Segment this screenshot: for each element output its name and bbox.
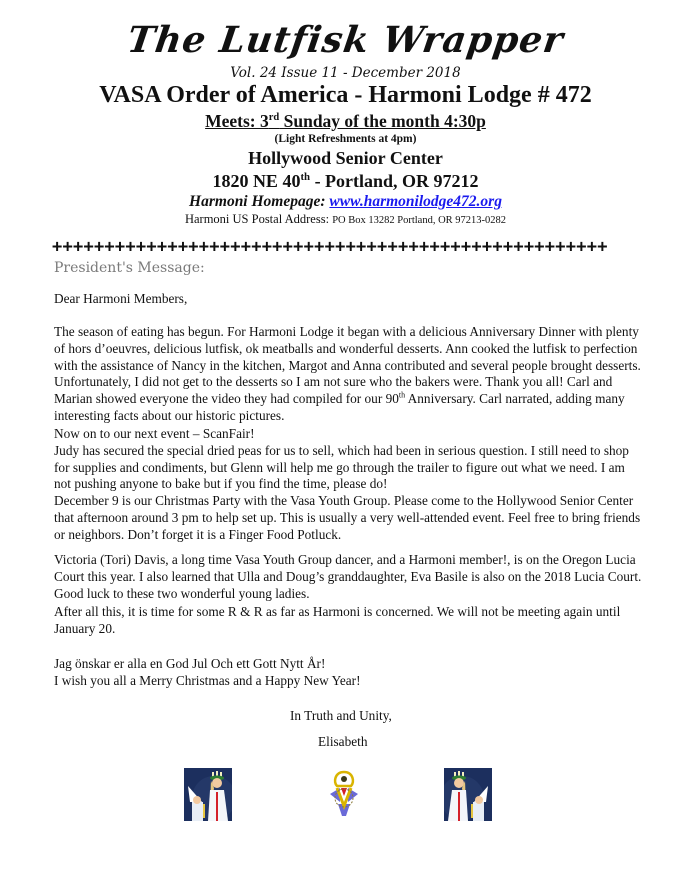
address-ordinal: th (300, 171, 311, 183)
refreshments-note: (Light Refreshments at 4pm) (274, 133, 417, 145)
issue-line: Vol. 24 Issue 11 - December 2018 (230, 65, 461, 81)
para1-ordinal: th (398, 390, 406, 400)
postal-label: Harmoni US Postal Address: (184, 212, 333, 226)
lucia-procession-image (184, 768, 232, 821)
section-heading: President's Message: (54, 260, 205, 276)
event-line: Judy has secured the special dried peas for us to sell, which had been in serious question. I still need to shop for supplies and condiments, but Glenn will help me go through the trailer to figure out what we need. I am not pushing anyone to bake but if you find the time, please do! (54, 442, 629, 492)
meets-prefix: Meets: 3 (205, 111, 269, 131)
meets-ordinal: rd (268, 112, 280, 124)
salutation: Dear Harmoni Members, (54, 291, 188, 306)
greeting-swedish: Jag önskar er alla en God Jul Och ett Gott Nytt År! (54, 656, 326, 671)
homepage-line (0, 192, 691, 212)
address-prefix: 1820 NE 40 (212, 171, 301, 191)
event-line: Now on to our next event – ScanFair! (54, 426, 255, 441)
divider-line: +++++++++++++++++++++++++++++++++++++++++++++++++++++ (52, 237, 608, 257)
newsletter-title: The Lutfisk Wrapper (124, 19, 567, 61)
paragraph-break-notice: After all this, it is time for some R & R as far as Harmoni is concerned. We will not be meeting again until January 20. (54, 604, 621, 636)
venue-address (0, 170, 691, 192)
meets-suffix: Sunday of the month 4:30p (279, 111, 486, 131)
homepage-link[interactable]: www.harmonilodge472.org (329, 193, 502, 210)
vasa-emblem-icon (325, 768, 363, 820)
paragraph-anniversary (54, 324, 644, 425)
para1-end: Anniversary. Carl narrated, adding many interesting facts about our historic pictures. (54, 391, 625, 423)
signature: Elisabeth (318, 734, 368, 749)
paragraph-lucia-court: Victoria (Tori) Davis, a long time Vasa Youth Group dancer, and a Harmoni member!, is on the Oregon Lucia Court this year. I also learned that Ulla and Doug’s granddaughter, Eva Basile is also on the 2018 Lucia Court. Good luck to these two wonderful young ladies. (54, 552, 642, 601)
venue-name: Hollywood Senior Center (248, 148, 443, 168)
address-suffix: - Portland, OR 97212 (310, 171, 479, 191)
lucia-procession-image (444, 768, 492, 821)
para1-main: The season of eating has begun. For Harmoni Lodge it began with a delicious Anniversary Dinner with plenty of hors d’oeuvres, delicious lutfisk, ok meatballs and wonderful desserts. Ann cooked the lutfisk to perfection with the assistance of Nancy in the kitchen, Margot and Anna contributed and several people brought desserts. Unfortunately, I did not get to the desserts so I am not sure who the bakers were. Thank you all! Carl and Marian showed everyone the video they had compiled for our 90 (54, 324, 641, 407)
paragraph-greetings (54, 656, 644, 690)
meeting-schedule (0, 110, 691, 132)
event-line: December 9 is our Christmas Party with the Vasa Youth Group. Please come to the Hollywood Senior Center that afternoon around 3 pm to help set up. This is usually a very well-attended event. Feel free to bring friends or neighbors. Don’t forget it is a Finger Food Potluck. (54, 493, 641, 542)
organization-name: VASA Order of America - Harmoni Lodge # 472 (99, 82, 592, 108)
closing: In Truth and Unity, (290, 708, 392, 723)
greeting-english: I wish you all a Merry Christmas and a Happy New Year! (54, 672, 361, 688)
postal-address-line (0, 211, 691, 229)
postal-value: PO Box 13282 Portland, OR 97213-0282 (332, 215, 507, 226)
paragraph-events (54, 426, 644, 544)
homepage-label: Harmoni Homepage: (189, 193, 330, 210)
